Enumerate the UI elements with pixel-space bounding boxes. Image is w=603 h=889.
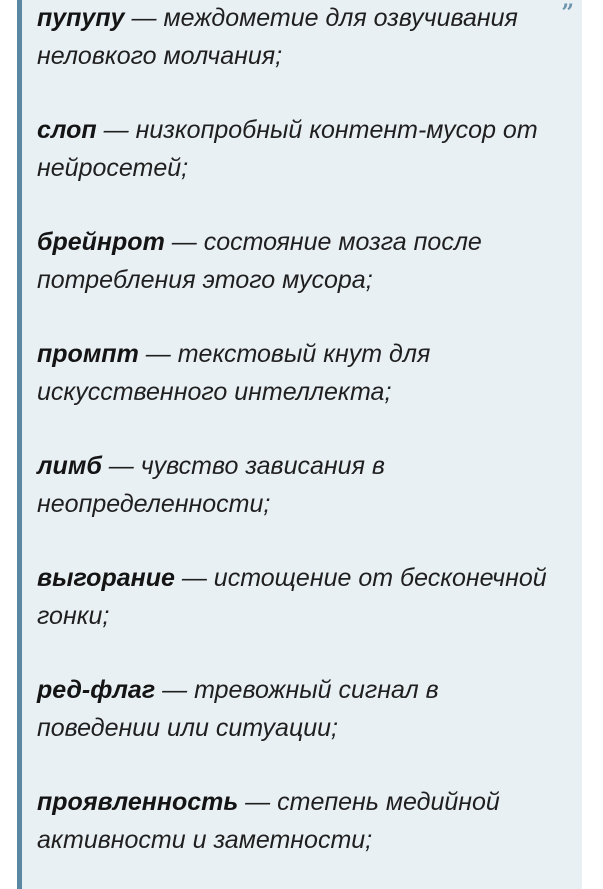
definition-entry: [37, 671, 562, 747]
definition-text: междометие для озвучивания неловкого молчания;: [37, 4, 518, 70]
definition-text: степень медийной активности и заметности;: [37, 788, 500, 854]
blockquote: [17, 0, 582, 889]
separator: —: [164, 228, 204, 256]
definition-term: выгорание: [37, 564, 175, 592]
definition-text: состояние мозга после потребления этого мусора;: [37, 228, 482, 294]
definition-term: проявленность: [37, 788, 239, 816]
separator: —: [155, 676, 195, 704]
definition-term: пупупу: [37, 4, 125, 32]
definition-entry: [37, 447, 562, 523]
definition-text: истощение от бесконечной гонки;: [37, 564, 547, 630]
separator: —: [138, 340, 178, 368]
separator: —: [124, 4, 164, 32]
separator: —: [174, 564, 214, 592]
definition-entry: [37, 223, 562, 299]
separator: —: [101, 452, 141, 480]
definition-term: промпт: [37, 340, 139, 368]
definition-text: тревожный сигнал в поведении или ситуации;: [37, 676, 439, 742]
definition-entry: [37, 559, 562, 635]
definition-entry: [37, 111, 562, 187]
definition-term: брейнрот: [37, 228, 165, 256]
definition-text: чувство зависания в неопределенности;: [37, 452, 385, 518]
definition-term: лимб: [37, 452, 102, 480]
definition-term: слоп: [37, 116, 97, 144]
quote-mark-icon: ”: [561, 0, 574, 26]
definition-text: текстовый кнут для искусственного интеллекта;: [37, 340, 431, 406]
definition-term: ред-флаг: [37, 676, 156, 704]
separator: —: [96, 116, 136, 144]
definition-entry: [37, 783, 562, 859]
separator: —: [238, 788, 278, 816]
definition-entry: [37, 0, 562, 75]
definition-text: низкопробный контент-мусор от нейросетей;: [37, 116, 538, 182]
definition-entry: [37, 335, 562, 411]
